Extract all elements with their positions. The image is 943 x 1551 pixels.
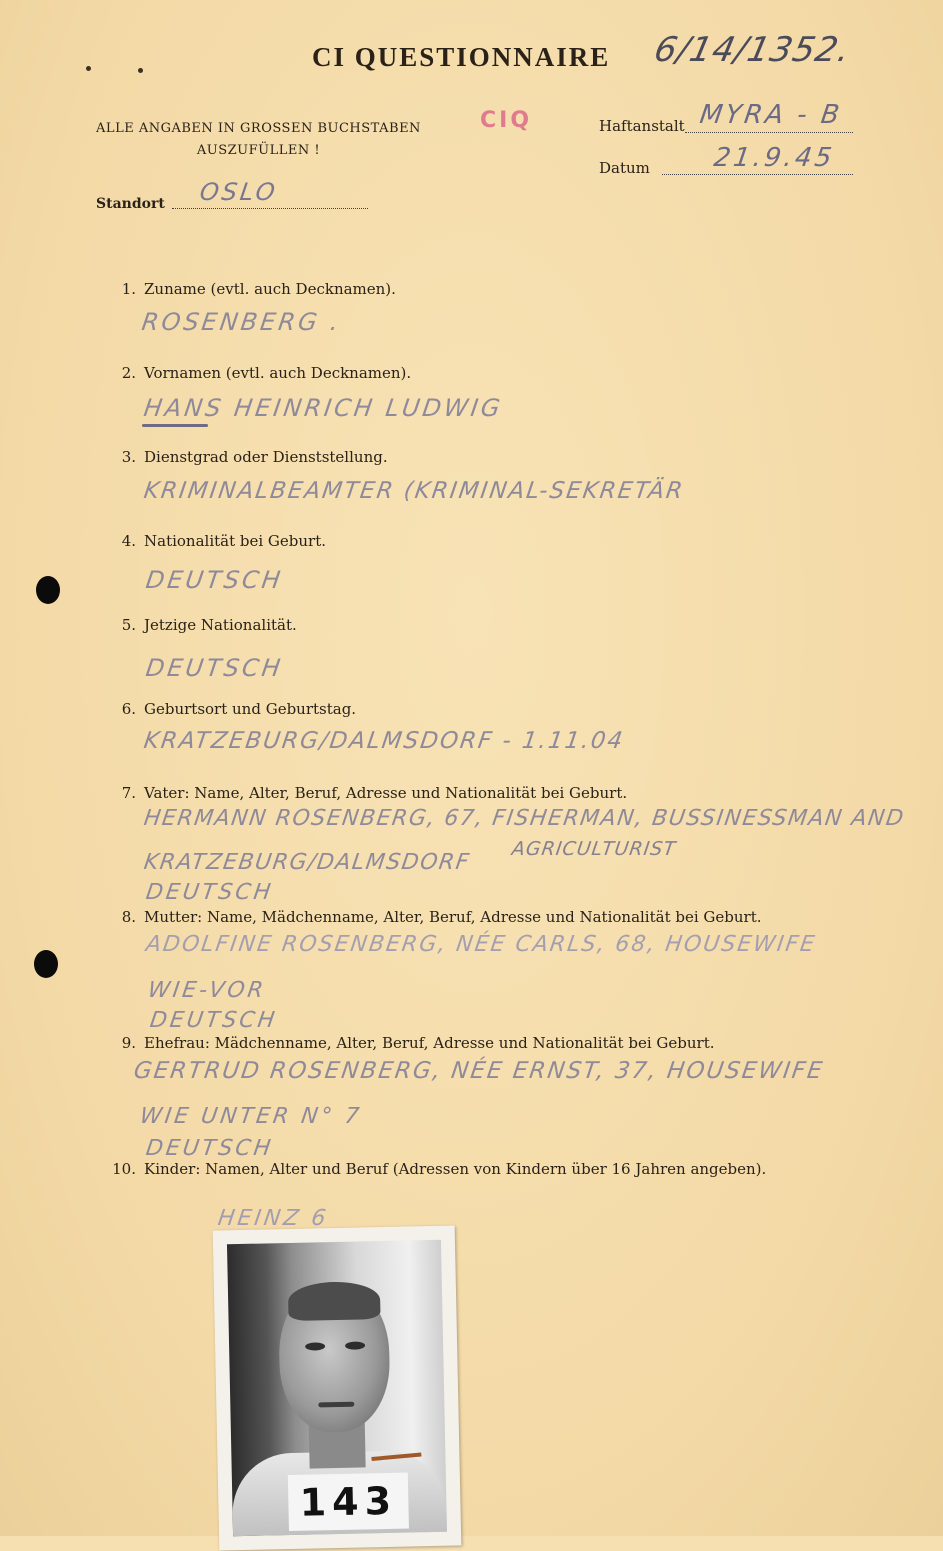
question-5: 5. Jetzige Nationalität. — [121, 616, 297, 634]
answer-9-line-2: WIE UNTER N° 7 — [138, 1104, 364, 1129]
answer-9-line-3: DEUTSCH — [144, 1136, 276, 1161]
punch-hole-bottom — [34, 950, 58, 978]
answer-7-line-1: HERMANN ROSENBERG, 67, FISHERMAN, BUSSINESSMAN AND — [142, 806, 907, 831]
question-9: 9. Ehefrau: Mädchenname, Alter, Beruf, Adresse und Nationalität bei Geburt. — [121, 1034, 715, 1052]
answer-6: KRATZEBURG/DALMSDORF - 1.11.04 — [142, 728, 626, 754]
ciq-stamp: CIQ — [480, 108, 533, 133]
instructions — [96, 118, 421, 162]
standort-value: OSLO — [198, 178, 280, 206]
question-4: 4. Nationalität bei Geburt. — [121, 532, 327, 550]
answer-8-line-1: ADOLFINE ROSENBERG, NÉE CARLS, 68, HOUSEWIFE — [144, 932, 818, 957]
answer-10: HEINZ 6 — [216, 1206, 331, 1231]
punch-hole-top — [36, 576, 60, 604]
haftanstalt-value: MYRA - B — [697, 100, 845, 130]
question-2: 2. Vornamen (evtl. auch Decknamen). — [121, 364, 412, 382]
prisoner-number-board: 143 — [288, 1473, 409, 1532]
answer-7-line-3: KRATZEBURG/DALMSDORF — [142, 850, 472, 875]
question-8: 8. Mutter: Name, Mädchenname, Alter, Beruf, Adresse und Nationalität bei Geburt. — [121, 908, 762, 926]
page-title: CI QUESTIONNAIRE — [312, 42, 611, 72]
answer-8-line-3: DEUTSCH — [148, 1008, 280, 1033]
answer-5: DEUTSCH — [144, 654, 285, 682]
question-7: 7. Vater: Name, Alter, Beruf, Adresse und Nationalität bei Geburt. — [121, 784, 628, 802]
standort-label: Standort — [96, 196, 165, 212]
answer-1: ROSENBERG . — [140, 308, 344, 336]
photo-hair — [288, 1281, 381, 1321]
question-10: 10. Kinder: Namen, Alter und Beruf (Adressen von Kindern über 16 Jahren angeben). — [112, 1160, 767, 1178]
standort-line — [172, 208, 368, 209]
answer-7-line-2: AGRICULTURIST — [510, 838, 678, 860]
question-3: 3. Dienstgrad oder Dienststellung. — [121, 448, 388, 466]
answer-4: DEUTSCH — [144, 566, 285, 594]
answer-7-line-4: DEUTSCH — [144, 880, 276, 905]
answer-3: KRIMINALBEAMTER (KRIMINAL-SEKRETÄR — [142, 478, 686, 504]
datum-value: 21.9.45 — [711, 143, 837, 173]
datum-line — [662, 174, 853, 175]
prisoner-photo-card — [213, 1226, 462, 1551]
datum-label: Datum — [599, 159, 650, 177]
answer-9-line-1: GERTRUD ROSENBERG, NÉE ERNST, 37, HOUSEWIFE — [132, 1058, 826, 1084]
haftanstalt-line — [685, 132, 853, 133]
dot-mark — [138, 68, 143, 73]
document-number: 6/14/1352. — [650, 30, 855, 70]
answer-8-line-2: WIE-VOR — [146, 978, 268, 1003]
instruction-line-2: AUSZUFÜLLEN ! — [196, 143, 321, 158]
dot-mark — [86, 66, 91, 71]
underline-mark — [142, 424, 208, 427]
photo-mouth — [318, 1402, 354, 1408]
prisoner-photo — [227, 1240, 447, 1536]
question-6: 6. Geburtsort und Geburtstag. — [121, 700, 357, 718]
instruction-line-1: ALLE ANGABEN IN GROSSEN BUCHSTABEN — [96, 121, 421, 136]
haftanstalt-label: Haftanstalt — [599, 117, 685, 135]
answer-2: HANS HEINRICH LUDWIG — [142, 394, 505, 422]
question-1: 1. Zuname (evtl. auch Decknamen). — [121, 280, 396, 298]
